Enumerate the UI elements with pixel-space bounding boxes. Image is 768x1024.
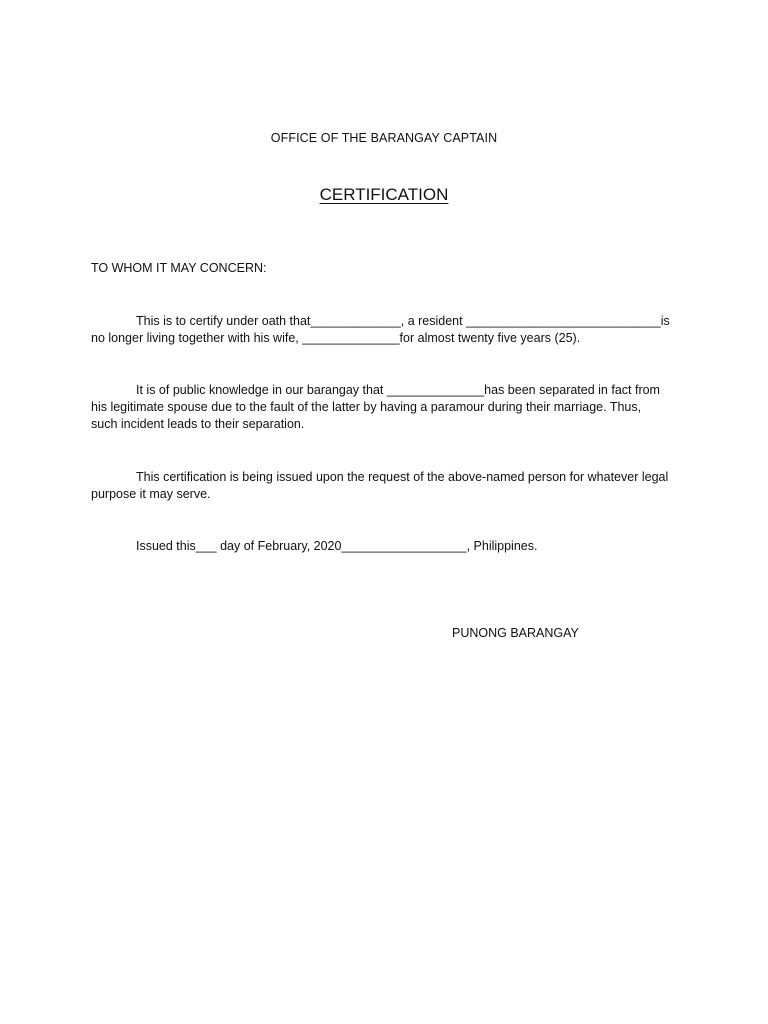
purpose-paragraph	[91, 469, 691, 503]
paragraph-line: It is of public knowledge in our barangay that ______________has been separated in fact from	[136, 383, 660, 397]
salutation: TO WHOM IT MAY CONCERN:	[91, 261, 267, 275]
signatory-title: PUNONG BARANGAY	[452, 626, 579, 640]
issued-paragraph	[91, 538, 691, 555]
paragraph-line: no longer living together with his wife, ______________for almost twenty five years (25).	[91, 331, 581, 345]
paragraph-line: his legitimate spouse due to the fault of the latter by having a paramour during their marriage. Thus,	[91, 400, 642, 414]
certification-paragraph	[91, 313, 691, 347]
paragraph-line: Issued this___ day of February, 2020__________________, Philippines.	[136, 539, 538, 553]
paragraph-line: purpose it may serve.	[91, 487, 211, 501]
paragraph-line: This is to certify under oath that_____________, a resident ____________________________is	[136, 314, 670, 328]
paragraph-line: This certification is being issued upon the request of the above-named person for whatever legal	[136, 470, 669, 484]
office-heading: OFFICE OF THE BARANGAY CAPTAIN	[270, 131, 498, 145]
public-knowledge-paragraph	[91, 382, 691, 433]
document-title: CERTIFICATION	[319, 185, 449, 204]
paragraph-line: such incident leads to their separation.	[91, 417, 305, 431]
